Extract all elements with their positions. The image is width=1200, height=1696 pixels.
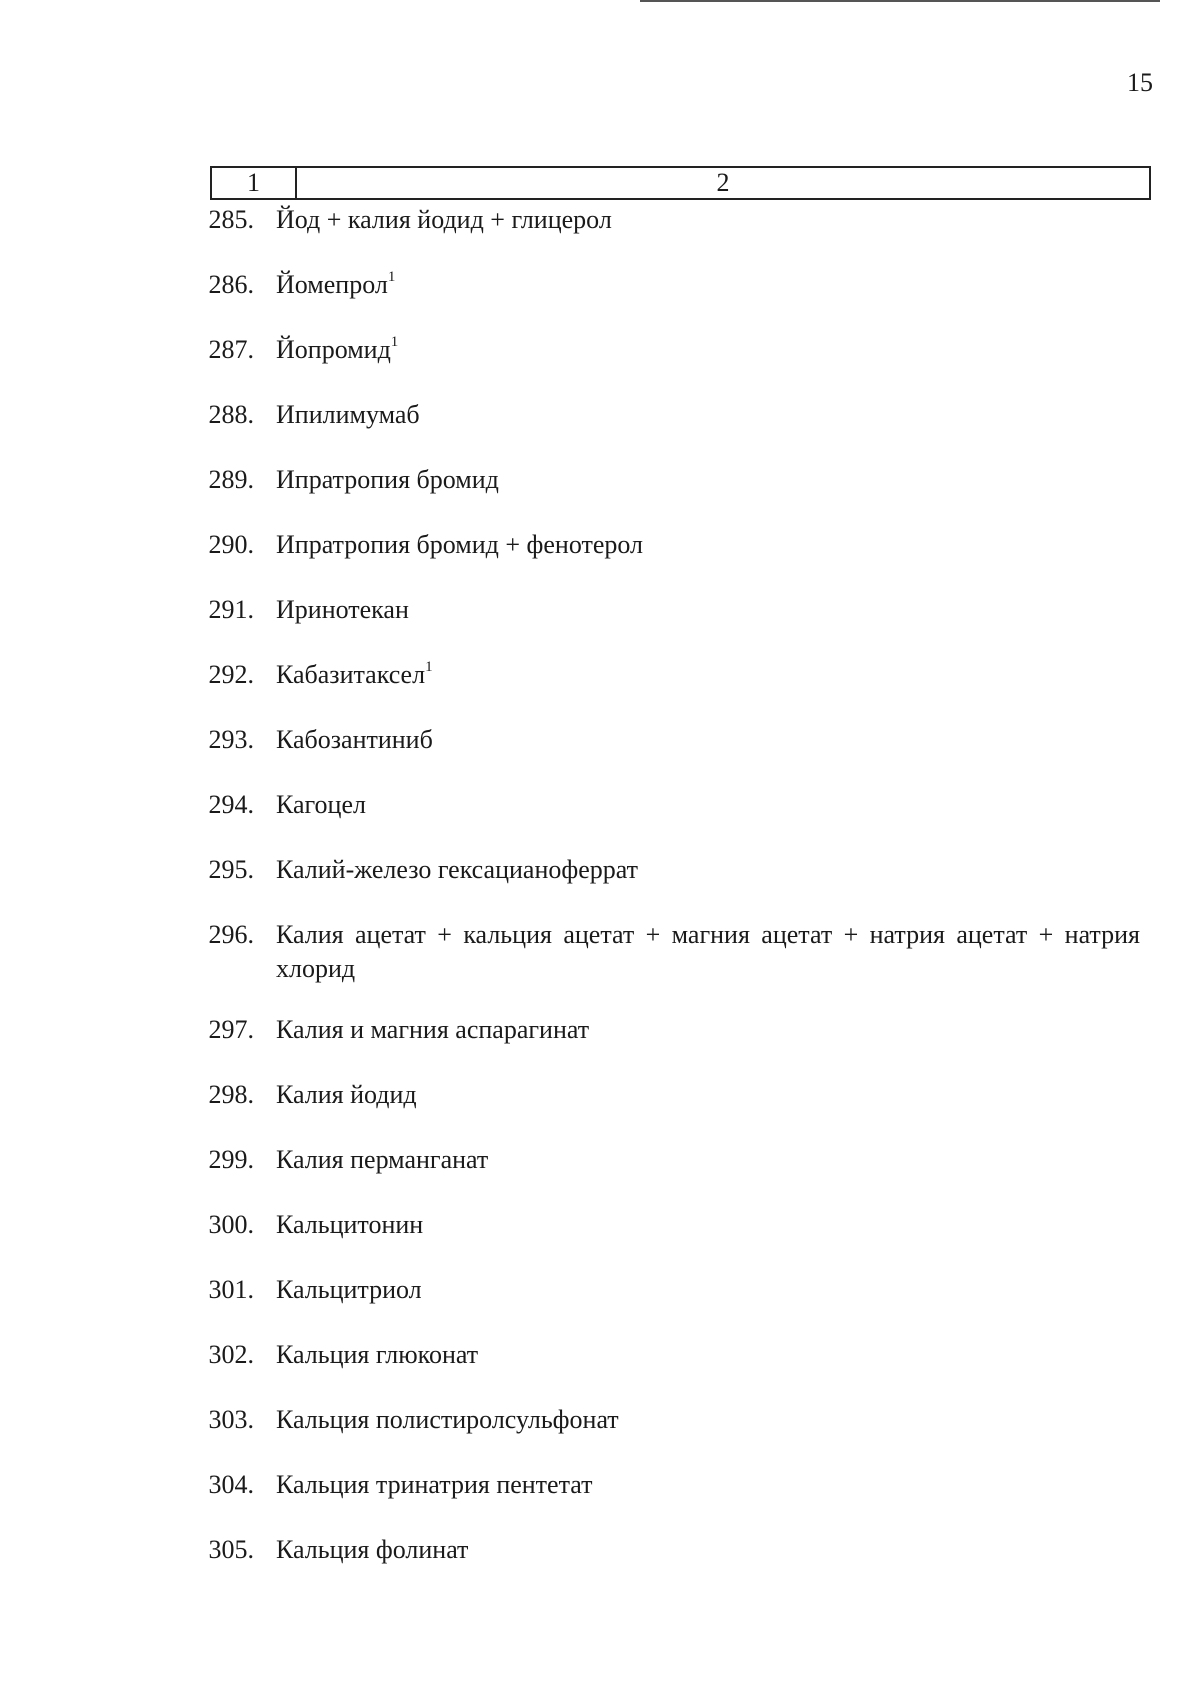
list-item bbox=[0, 463, 1200, 497]
entry-name bbox=[276, 1338, 1140, 1372]
entry-name bbox=[276, 1273, 1140, 1307]
entry-number: 285. bbox=[208, 205, 254, 234]
entry-name bbox=[276, 788, 1140, 822]
entry-number: 294. bbox=[208, 790, 254, 819]
entry-name bbox=[276, 1208, 1140, 1242]
entry-number: 288. bbox=[208, 400, 254, 429]
column-header-1: 1 bbox=[212, 168, 297, 198]
entry-name bbox=[276, 723, 1140, 757]
entry-name bbox=[276, 1143, 1140, 1177]
entry-name bbox=[276, 1468, 1140, 1502]
table-header bbox=[210, 166, 1151, 200]
entry-name bbox=[276, 1403, 1140, 1437]
entry-name-text: Ипратропия бромид bbox=[276, 465, 499, 494]
entry-name-text: Йомепрол bbox=[276, 270, 388, 299]
column-header-2: 2 bbox=[716, 168, 730, 197]
list-item bbox=[0, 1078, 1200, 1112]
entry-name bbox=[276, 1013, 1140, 1047]
list-item bbox=[0, 593, 1200, 627]
entry-name bbox=[276, 853, 1140, 887]
entry-number: 287. bbox=[208, 335, 254, 364]
entry-name-text: Кальция полистиролсульфонат bbox=[276, 1405, 619, 1434]
list-item bbox=[0, 398, 1200, 432]
entry-name-text: Кальция глюконат bbox=[276, 1340, 479, 1369]
list-item bbox=[0, 1013, 1200, 1047]
entry-name-text: Кальция тринатрия пентетат bbox=[276, 1470, 593, 1499]
entry-name bbox=[276, 463, 1140, 497]
entry-name bbox=[276, 203, 1140, 237]
entry-number: 292. bbox=[208, 660, 254, 689]
entry-name bbox=[276, 1533, 1140, 1567]
list-item bbox=[0, 1533, 1200, 1567]
top-border-line bbox=[640, 0, 1160, 2]
page-number: 15 bbox=[1127, 68, 1153, 97]
entry-name-text: Иринотекан bbox=[276, 595, 409, 624]
entry-number: 299. bbox=[208, 1145, 254, 1174]
entry-name-text: Калия перманганат bbox=[276, 1145, 489, 1174]
entry-number: 286. bbox=[208, 270, 254, 299]
entry-name bbox=[276, 593, 1140, 627]
entry-name-text: Калия и магния аспарагинат bbox=[276, 1015, 590, 1044]
entry-number: 298. bbox=[208, 1080, 254, 1109]
entry-number: 296. bbox=[208, 920, 254, 949]
list-item bbox=[0, 528, 1200, 562]
entry-name-text: Йопромид bbox=[276, 335, 391, 364]
entry-number: 289. bbox=[208, 465, 254, 494]
list-item bbox=[0, 853, 1200, 887]
entry-name-text: Кабозантиниб bbox=[276, 725, 433, 754]
entry-name bbox=[276, 1078, 1140, 1112]
entry-name-text: Калия йодид bbox=[276, 1080, 417, 1109]
entry-number: 302. bbox=[208, 1340, 254, 1369]
entry-name-text: Калий-железо гексацианоферрат bbox=[276, 855, 638, 884]
list-item bbox=[0, 1143, 1200, 1177]
entry-number: 301. bbox=[208, 1275, 254, 1304]
entry-name bbox=[276, 268, 1140, 302]
entry-number: 293. bbox=[208, 725, 254, 754]
entry-number: 291. bbox=[208, 595, 254, 624]
entry-number: 290. bbox=[208, 530, 254, 559]
list-item bbox=[0, 788, 1200, 822]
list-item bbox=[0, 1273, 1200, 1307]
entry-name bbox=[276, 398, 1140, 432]
footnote-marker: 1 bbox=[390, 334, 399, 350]
entry-name-text: Ипилимумаб bbox=[276, 400, 420, 429]
entry-name-text: Кальцитонин bbox=[276, 1210, 424, 1239]
entry-name-text: Ипратропия бромид + фенотерол bbox=[276, 530, 644, 559]
list-item bbox=[0, 1468, 1200, 1502]
list-item bbox=[0, 723, 1200, 757]
footnote-marker: 1 bbox=[387, 269, 396, 285]
entry-name bbox=[276, 333, 1140, 367]
list-item bbox=[0, 1208, 1200, 1242]
list-item bbox=[0, 1338, 1200, 1372]
entry-name-text: Калия ацетат + кальция ацетат + магния ацетат + натрия ацетат + натрия хлорид bbox=[276, 920, 1140, 983]
entry-name bbox=[276, 918, 1140, 986]
entry-number: 297. bbox=[208, 1015, 254, 1044]
drug-list bbox=[0, 203, 1200, 1598]
list-item bbox=[0, 268, 1200, 302]
list-item bbox=[0, 918, 1200, 986]
entry-number: 295. bbox=[208, 855, 254, 884]
entry-number: 300. bbox=[208, 1210, 254, 1239]
entry-name-text: Кабазитаксел bbox=[276, 660, 426, 689]
entry-name bbox=[276, 658, 1140, 692]
list-item bbox=[0, 1403, 1200, 1437]
entry-number: 305. bbox=[208, 1535, 254, 1564]
entry-name bbox=[276, 528, 1140, 562]
entry-number: 304. bbox=[208, 1470, 254, 1499]
entry-name-text: Кагоцел bbox=[276, 790, 366, 819]
list-item bbox=[0, 203, 1200, 237]
entry-name-text: Кальция фолинат bbox=[276, 1535, 469, 1564]
footnote-marker: 1 bbox=[425, 659, 433, 675]
entry-number: 303. bbox=[208, 1405, 254, 1434]
entry-name-text: Кальцитриол bbox=[276, 1275, 422, 1304]
entry-name-text: Йод + калия йодид + глицерол bbox=[276, 205, 612, 234]
list-item bbox=[0, 658, 1200, 692]
list-item bbox=[0, 333, 1200, 367]
